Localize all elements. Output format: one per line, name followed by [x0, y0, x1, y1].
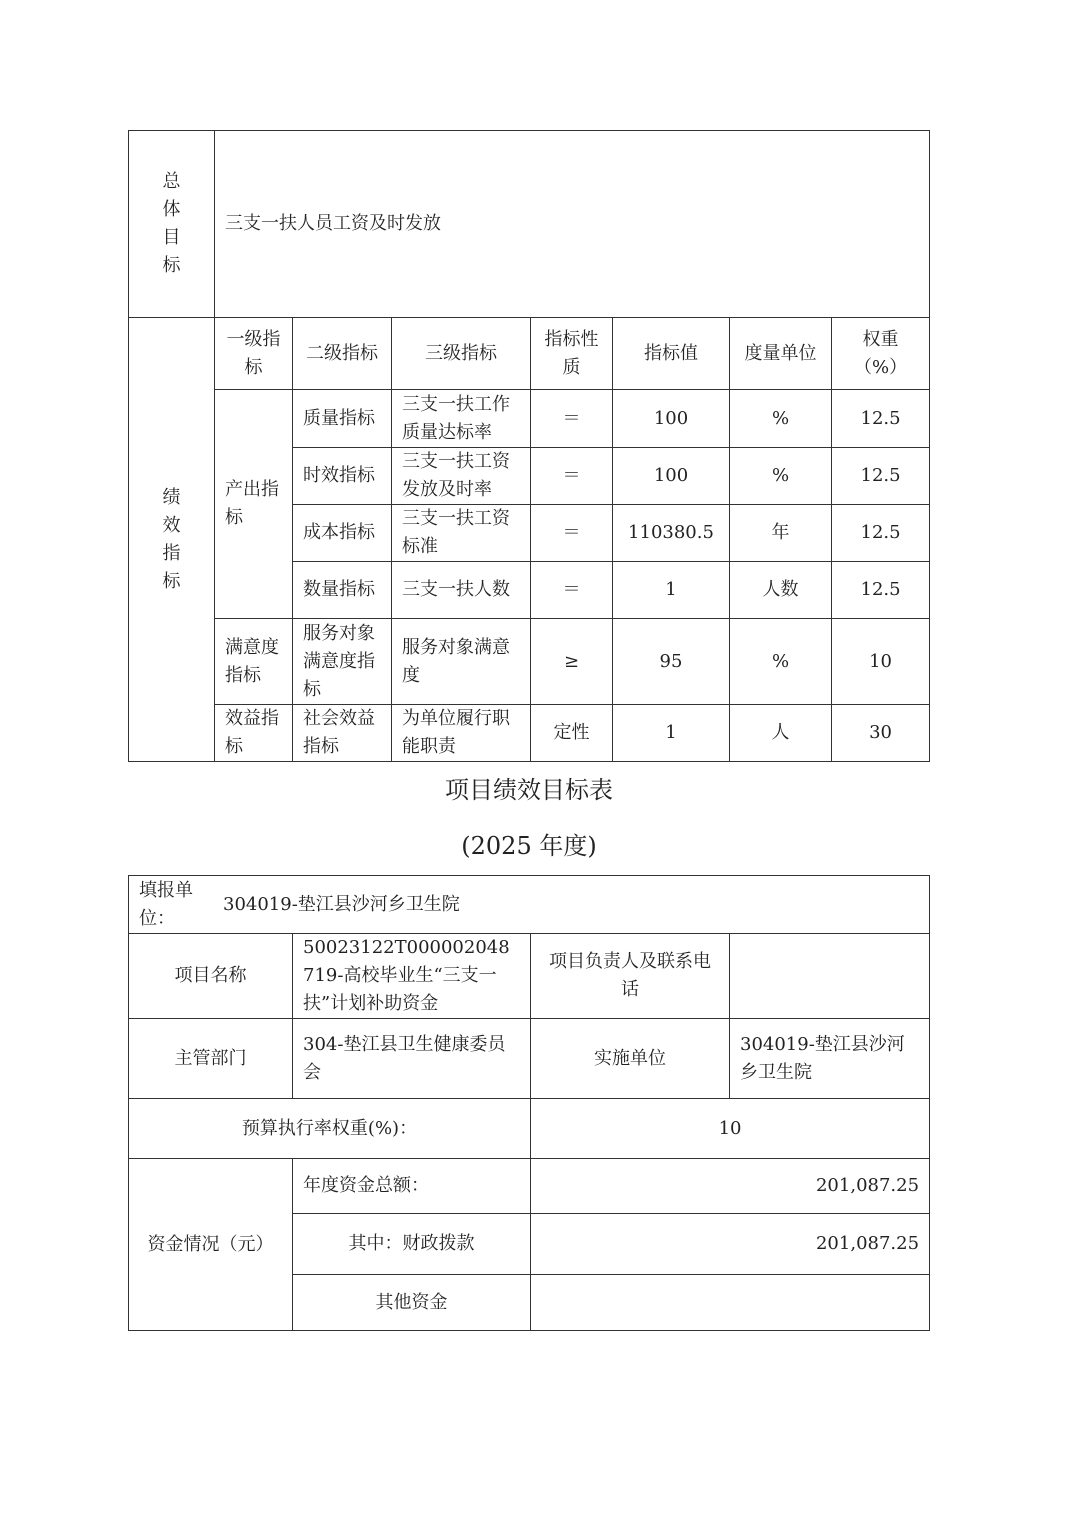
unit-cell: 人 [730, 705, 832, 762]
overall-goal-label: 总 体 目 标 [129, 131, 215, 318]
level3-cell: 三支一扶工资标准 [392, 505, 531, 562]
header-unit: 度量单位 [730, 318, 832, 390]
level2-cell: 时效指标 [293, 448, 392, 505]
contact-value [730, 934, 930, 1019]
nature-cell: ＝ [531, 562, 613, 619]
level2-cell: 成本指标 [293, 505, 392, 562]
unit-cell: 年 [730, 505, 832, 562]
other-funds-value [531, 1275, 930, 1331]
level3-cell: 三支一扶工资发放及时率 [392, 448, 531, 505]
value-cell: 1 [613, 562, 730, 619]
value-cell: 95 [613, 619, 730, 705]
level3-cell: 服务对象满意度 [392, 619, 531, 705]
weight-cell: 10 [832, 619, 930, 705]
contact-label: 项目负责人及联系电话 [531, 934, 730, 1019]
weight-cell: 12.5 [832, 390, 930, 448]
header-weight: 权重（%） [832, 318, 930, 390]
impl-unit-value: 304019-垫江县沙河乡卫生院 [730, 1019, 930, 1099]
budget-rate-label: 预算执行率权重(%)： [129, 1099, 531, 1159]
level2-cell: 服务对象满意度指标 [293, 619, 392, 705]
nature-cell: 定性 [531, 705, 613, 762]
level3-cell: 为单位履行职能职责 [392, 705, 531, 762]
header-level1: 一级指标 [215, 318, 293, 390]
satisfaction-indicator-label: 满意度指标 [215, 619, 293, 705]
reporting-unit-row [129, 876, 930, 934]
table-row [129, 619, 930, 705]
value-cell: 110380.5 [613, 505, 730, 562]
value-cell: 1 [613, 705, 730, 762]
weight-cell: 12.5 [832, 448, 930, 505]
unit-cell: % [730, 390, 832, 448]
project-name-value: 50023122T000002048719-高校毕业生“三支一扶”计划补助资金 [293, 934, 531, 1019]
project-name-label: 项目名称 [129, 934, 293, 1019]
benefit-indicator-label: 效益指标 [215, 705, 293, 762]
nature-cell: ＝ [531, 448, 613, 505]
impl-unit-label: 实施单位 [531, 1019, 730, 1099]
level3-cell: 三支一扶人数 [392, 562, 531, 619]
value-cell: 100 [613, 390, 730, 448]
nature-cell: ＝ [531, 505, 613, 562]
level3-cell: 三支一扶工作质量达标率 [392, 390, 531, 448]
table-row [129, 705, 930, 762]
header-value: 指标值 [613, 318, 730, 390]
header-nature: 指标性质 [531, 318, 613, 390]
unit-cell: % [730, 619, 832, 705]
level2-cell: 社会效益指标 [293, 705, 392, 762]
performance-label: 绩 效 指 标 [129, 318, 215, 762]
header-level2: 二级指标 [293, 318, 392, 390]
weight-cell: 30 [832, 705, 930, 762]
weight-cell: 12.5 [832, 505, 930, 562]
other-funds-label: 其他资金 [293, 1275, 531, 1331]
unit-cell: % [730, 448, 832, 505]
dept-label: 主管部门 [129, 1019, 293, 1099]
header-level3: 三级指标 [392, 318, 531, 390]
annual-total-value: 201,087.25 [531, 1159, 930, 1214]
annual-total-label: 年度资金总额： [293, 1159, 531, 1214]
output-indicator-label: 产出指标 [215, 390, 293, 619]
reporting-unit-label: 填报单位： [139, 879, 193, 929]
page-title: 项目绩效目标表 [445, 776, 613, 804]
project-info-table [128, 875, 930, 1331]
performance-table [128, 130, 930, 762]
funds-label: 资金情况（元） [129, 1159, 293, 1331]
budget-rate-value: 10 [531, 1099, 930, 1159]
reporting-unit-value: 304019-垫江县沙河乡卫生院 [223, 893, 460, 915]
overall-goal-text: 三支一扶人员工资及时发放 [215, 131, 930, 318]
table-row [129, 390, 930, 448]
level2-cell: 数量指标 [293, 562, 392, 619]
nature-cell: ≥ [531, 619, 613, 705]
nature-cell: ＝ [531, 390, 613, 448]
dept-value: 304-垫江县卫生健康委员会 [293, 1019, 531, 1099]
fiscal-allocation-value: 201,087.25 [531, 1214, 930, 1275]
fiscal-allocation-label: 其中：财政拨款 [293, 1214, 531, 1275]
page-subtitle-year: (2025 年度) [461, 832, 597, 860]
value-cell: 100 [613, 448, 730, 505]
level2-cell: 质量指标 [293, 390, 392, 448]
weight-cell: 12.5 [832, 562, 930, 619]
unit-cell: 人数 [730, 562, 832, 619]
